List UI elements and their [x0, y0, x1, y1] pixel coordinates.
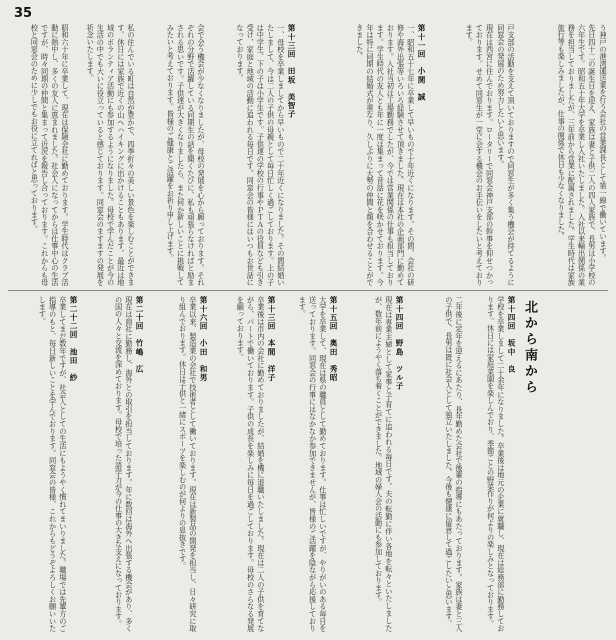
page-number: 35: [14, 6, 33, 21]
text-block-bottom-2: [408, 296, 464, 632]
article-heading: 第十一回 小関 誠: [417, 24, 426, 102]
article-heading: 第二十二回 池田 紗: [69, 296, 78, 382]
article-body: 昭和六十年に卒業して、現在は保険会社に勤めております。学生時代はクラブ活動に熱中し、多くの友人に恵まれました。社会人になってからは仕事中心の生活ですが、時々同期の仲間と集まって近況を報告し合っております。これからも母校と同窓会のために少しでもお役に立てればと思っております。: [30, 24, 70, 286]
article-body: 卒業後は市内の会社に勤めておりましたが、結婚を機に退職いたしました。現在は二人の子供を育てながら、パートで働いております。子供の成長を楽しみに毎日を過ごしております。母校のさらなる発展を願っております。: [236, 296, 266, 632]
article-body: う神戸の港湾運送業を行う会社の営業課長として第一線で働いています。: [599, 24, 608, 262]
article-body: 卒業してまだ数年ですが、社会人としての生活にもようやく慣れてまいりました。職場では先輩方のご指導のもと、毎日新しいことを学んでおります。同窓会の皆様、これからもどうぞよろしくお願いいたします。: [38, 296, 68, 632]
text-block-top-5: [140, 24, 206, 286]
text-block-top-3: [300, 24, 426, 286]
article-body: 学校を卒業しまして二十余年になりました。卒業後は地元の企業に就職し、現在は総務部に勤務しております。休日には家庭菜園を楽しんでおり、季節ごとの野菜作りが何よりの楽しみとなっております。: [486, 296, 506, 632]
article-heading: 第十六回 小田 和男: [199, 296, 208, 382]
article-body: 私の住んでいる町は自然が豊かで、四季折々の美しい景色を楽しむことができます。休日には家族で近くの山へハイキングに出かけることもあります。最近は地域のボランティア活動にも参加するようになりました。母校で学んだことが今の生活の中でも大いに役立っていると感じております。同窓会のますますの発展を祈念いたします。: [86, 24, 136, 286]
text-block-bottom-3: [342, 296, 404, 632]
article-body: 現在は商社に勤務し、海外との取引を担当しております。年に数回は海外へ出張する機会があり、多くの国の人々と交流を深めております。母校で培った語学力が今の仕事の大きな支えになっております。: [114, 296, 134, 632]
article-heading: 第十三回 田坂 美智子: [287, 24, 296, 119]
article-heading: 第十四回 坂中 良: [507, 296, 516, 374]
section-divider: [8, 290, 608, 291]
article-body: 現在は専業主婦として家事と子育てに追われる毎日です。夫の転勤に伴い各地を転々といたしましたが、数年前にようやく落ち着くことができました。地域の婦人会の活動にも参加しております。: [374, 296, 394, 632]
text-block-top-4: [210, 24, 296, 286]
text-block-bottom-6: [148, 296, 208, 632]
text-block-top-7: [14, 24, 70, 286]
article-body: 卒業以来、製造業の会社で技術者として働いております。現在は新製品の開発を担当し、日々研究に取り組んでおります。休日は子供と一緒にスポーツを楽しむのが何よりの息抜きです。: [178, 296, 198, 632]
text-block-top-1: [520, 24, 608, 286]
article-body: 二年後に定年を迎えるにあたり、長年勤めた会社で後輩の指導にもあたっております。家族は妻と三人の子供で、長男は既に社会人として独立いたしました。今後も健康に留意して過ごしたいと思います。: [444, 296, 464, 632]
article-body: 会で会う機会が少なくなりましたが、母校の発展を心から願っております。それぞれの分野で活躍している同期生の話を聞くたびに、私も頑張らなければと励まされる思いです。子供達が大きくなりましたら、また何か新しいことに挑戦してみたいと考えております。皆様のご健康とご活躍をお祈り申し上げます。: [166, 24, 206, 286]
text-block-top-6: [74, 24, 136, 286]
article-body: 一、母校を卒業しましてから早いもので二十年近くになりました。その間結婚いたしまして、今は二人の子供の母親として毎日忙しく過ごしております。上の子は中学生、下の子は小学生です。子供達の学校の行事やＰＴＡの役員なども引き受け、家庭と地域の活動に追われる毎日です。同窓会の皆様にはいつもお世話になっております。: [235, 24, 286, 286]
article-heading: 第十三回 本間 洋子: [267, 296, 276, 382]
text-block-bottom-7: [82, 296, 144, 632]
text-block-bottom-8: [14, 296, 78, 632]
section-title: 北から南から: [522, 300, 537, 396]
article-body: 戸支部の活動を支えて頂いておりますので同窓生が多く集う機会が持てるように同窓会の発展のため努力したいと思います。: [496, 24, 516, 286]
article-heading: 第十五回 奥田 秀昭: [329, 296, 338, 382]
article-heading: 第二十回 竹嶋 広: [135, 296, 144, 374]
article-heading: 第十四回 野島 ツル子: [395, 296, 404, 391]
text-block-bottom-5: [212, 296, 276, 632]
article-body: 先日四十二の誕生日を迎え、家族は妻と子供二人の四人家族で、長男は小学校の六年生です。昭和五十年大学を卒業し入社いたしました。入社以来輸出関係の業務を担当しておりましたが、三年前から営業に配属されました。学生時代は家族旅行等も楽しみましたが、仕事の関係で休日も少なくなりました。: [557, 24, 597, 286]
text-block-bottom-1: [468, 296, 516, 632]
text-block-bottom-4: [280, 296, 338, 632]
text-block-top-2: [430, 24, 516, 286]
article-body: 現在は西宮に住んでおります。ロータリーで同窓会神戸支部の幹事を仰せつかっております。せめて同窓生が一堂に会する機会のお手伝いをしたいと考えております。: [465, 24, 495, 286]
article-body: 大学を卒業して、現在は県の職員として勤めております。仕事は忙しいですが、やりがいのある毎日を送っております。同窓会の行事にはなかなか参加できませんが、皆様のご活躍を陰ながら応援しております。: [298, 296, 328, 632]
article-body: 一、昭和五十七年に卒業して早いもので十年近くになります。その間、会社の研修や海外出張等いろいろ経験させて頂きました。現在は本社の企画部門に勤めております。入社当初は工場勤務でしたが、今では営業関係の仕事も担当しております。学生時代の友人とも年に一度は集まって昔話に花を咲かせております。今年は特に同期の結婚式が重なり、久しぶりに大勢の仲間と顔を合わせることができました。: [355, 24, 416, 286]
